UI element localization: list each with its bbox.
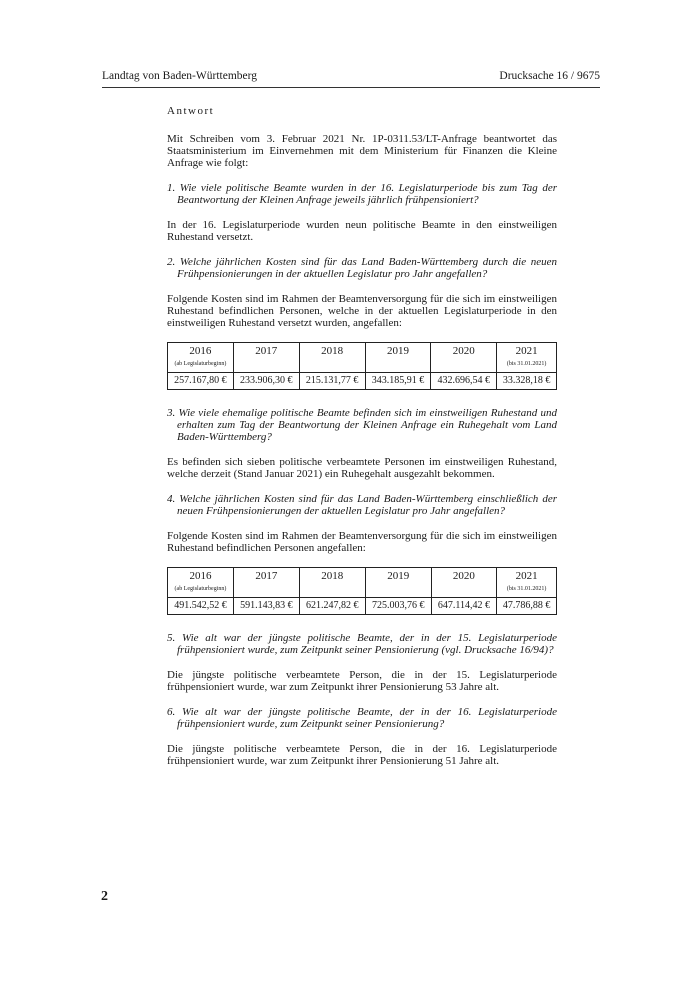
cost-cell: 215.131,77 € bbox=[299, 373, 365, 390]
year-label: 2018 bbox=[321, 570, 344, 582]
year-label: 2016 bbox=[189, 345, 212, 357]
page-header bbox=[102, 69, 600, 87]
answer-6: Die jüngste politische verbeamtete Person, die in der 16. Legislaturperiode frühpensioniert wurde, war zum Zeitpunkt ihrer Pensionierung 51 Jahre alt. bbox=[167, 743, 557, 767]
year-label: 2019 bbox=[387, 570, 410, 582]
answer-1: In der 16. Legislaturperiode wurden neun politische Beamte in den einstweiligen Ruhestand versetzt. bbox=[167, 219, 557, 243]
cost-cell: 591.143,83 € bbox=[233, 598, 299, 615]
document-body bbox=[167, 105, 557, 780]
year-label: 2017 bbox=[255, 570, 278, 582]
year-label: 2021 bbox=[515, 570, 538, 582]
cost-cell: 621.247,82 € bbox=[299, 598, 365, 615]
year-cell bbox=[233, 343, 299, 373]
year-cell bbox=[431, 568, 496, 598]
cost-table-2 bbox=[167, 567, 557, 615]
year-note: (ab Legislaturbeginn) bbox=[174, 586, 227, 592]
table-header-row bbox=[168, 568, 557, 598]
cost-cell: 233.906,30 € bbox=[233, 373, 299, 390]
cost-cell: 257.167,80 € bbox=[168, 373, 234, 390]
answer-5: Die jüngste politische verbeamtete Person, die in der 15. Legislaturperiode frühpensioniert wurde, war zum Zeitpunkt ihrer Pensionierung 53 Jahre alt. bbox=[167, 669, 557, 693]
year-cell bbox=[497, 343, 557, 373]
answer-2: Folgende Kosten sind im Rahmen der Beamtenversorgung für die sich im einstweiligen Ruhestand befindlichen Personen, welche in der aktuellen Legislaturperiode in den einstweiligen Ruhestand versetzt wurden, angefallen: bbox=[167, 293, 557, 329]
year-note: (ab Legislaturbeginn) bbox=[174, 361, 227, 367]
year-label: 2018 bbox=[321, 345, 344, 357]
year-cell bbox=[497, 568, 557, 598]
year-cell bbox=[365, 343, 431, 373]
cost-cell: 343.185,91 € bbox=[365, 373, 431, 390]
year-label: 2020 bbox=[452, 345, 475, 357]
page-number: 2 bbox=[101, 889, 108, 904]
year-label: 2016 bbox=[189, 570, 212, 582]
year-label: 2019 bbox=[386, 345, 409, 357]
year-label: 2020 bbox=[452, 570, 475, 582]
year-cell bbox=[168, 568, 234, 598]
table-value-row bbox=[168, 373, 557, 390]
year-cell bbox=[233, 568, 299, 598]
year-label: 2021 bbox=[515, 345, 538, 357]
year-cell bbox=[168, 343, 234, 373]
question-5: 5. Wie alt war der jüngste politische Beamte, der in der 15. Legislaturperiode frühpensioniert wurde, zum Zeitpunkt seiner Pensionierung (vgl. Drucksache 16/94)? bbox=[167, 632, 557, 656]
question-6: 6. Wie alt war der jüngste politische Beamte, der in der 16. Legislaturperiode frühpensioniert wurde, zum Zeitpunkt seiner Pensionierung? bbox=[167, 706, 557, 730]
year-note: (bis 31.01.2021) bbox=[506, 586, 547, 592]
cost-cell: 33.328,18 € bbox=[497, 373, 557, 390]
header-left: Landtag von Baden-Württemberg bbox=[102, 70, 257, 82]
cost-cell: 647.114,42 € bbox=[431, 598, 496, 615]
year-cell bbox=[365, 568, 431, 598]
year-label: 2017 bbox=[255, 345, 278, 357]
question-1: 1. Wie viele politische Beamte wurden in der 16. Legislaturperiode bis zum Tag der Beantwortung der Kleinen Anfrage jeweils jährlich frühpensioniert? bbox=[167, 182, 557, 206]
question-3: 3. Wie viele ehemalige politische Beamte befinden sich im einstweiligen Ruhestand und erhalten zum Tag der Beantwortung der Kleinen Anfrage ein Ruhegehalt vom Land Baden-Württemberg? bbox=[167, 407, 557, 443]
cost-cell: 432.696,54 € bbox=[431, 373, 497, 390]
year-cell bbox=[299, 343, 365, 373]
year-note: (bis 31.01.2021) bbox=[506, 361, 547, 367]
question-4: 4. Welche jährlichen Kosten sind für das Land Baden-Württemberg einschließlich der neuen Frühpensionierungen der aktuellen Legislatur pro Jahr angefallen? bbox=[167, 493, 557, 517]
answer-3: Es befinden sich sieben politische verbeamtete Personen im einstweiligen Ruhestand, welche derzeit (Stand Januar 2021) ein Ruhegehalt ausgezahlt bekommen. bbox=[167, 456, 557, 480]
table-value-row bbox=[168, 598, 557, 615]
year-cell bbox=[431, 343, 497, 373]
table-header-row bbox=[168, 343, 557, 373]
cost-cell: 491.542,52 € bbox=[168, 598, 234, 615]
cost-cell: 47.786,88 € bbox=[497, 598, 557, 615]
answer-4: Folgende Kosten sind im Rahmen der Beamtenversorgung für die sich im einstweiligen Ruhestand befindlichen Personen angefallen: bbox=[167, 530, 557, 554]
cost-table-1 bbox=[167, 342, 557, 390]
question-2: 2. Welche jährlichen Kosten sind für das Land Baden-Württemberg durch die neuen Frühpensionierungen in der aktuellen Legislatur pro Jahr angefallen? bbox=[167, 256, 557, 280]
header-right: Drucksache 16 / 9675 bbox=[499, 70, 600, 82]
intro-paragraph: Mit Schreiben vom 3. Februar 2021 Nr. 1P-0311.53/LT-Anfrage beantwortet das Staatsministerium im Einvernehmen mit dem Ministerium für Finanzen die Kleine Anfrage wie folgt: bbox=[167, 133, 557, 169]
year-cell bbox=[299, 568, 365, 598]
header-divider bbox=[102, 87, 600, 88]
answer-heading: Antwort bbox=[167, 105, 215, 117]
cost-cell: 725.003,76 € bbox=[365, 598, 431, 615]
